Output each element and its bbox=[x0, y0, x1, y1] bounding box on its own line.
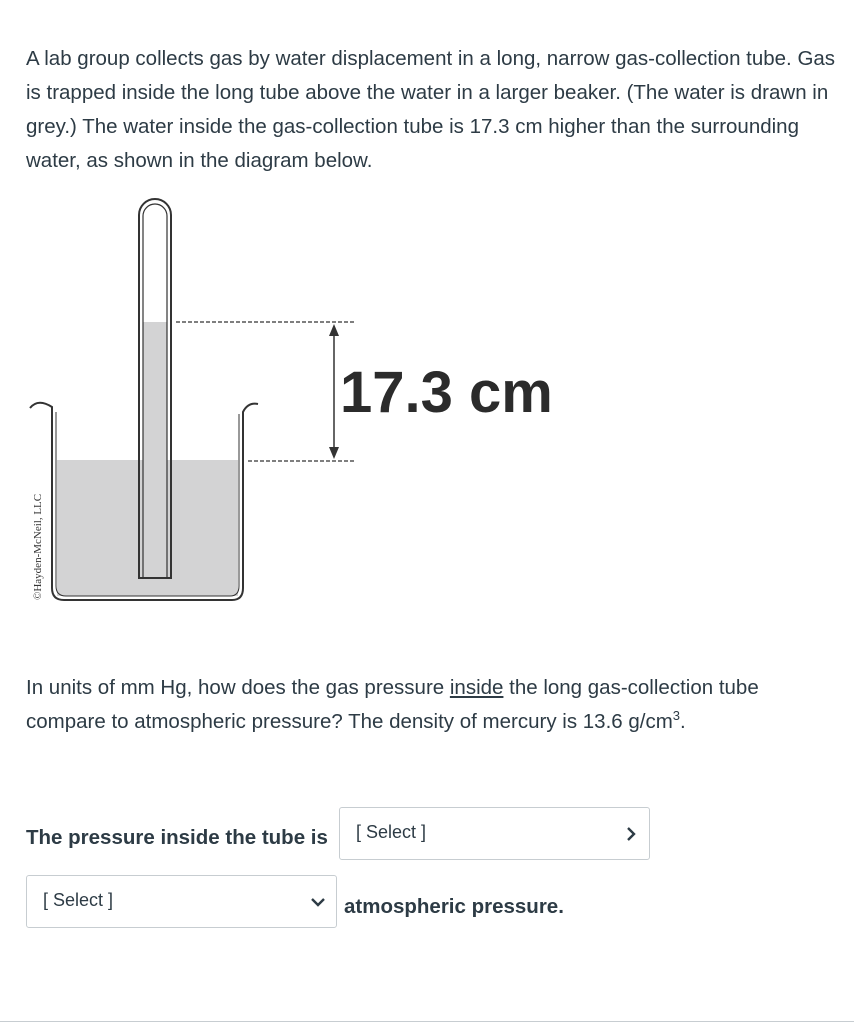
intro-paragraph: A lab group collects gas by water displacement in a long, narrow gas-collection tube. Gas is trapped inside the long tube above the water in a larger beaker. (The water is drawn in grey.) The water inside the gas-collection tube is 17.3 cm higher than the surrounding water, as shown in the diagram below. bbox=[26, 47, 836, 172]
answer-lead-text: The pressure inside the tube is bbox=[26, 826, 328, 849]
question-superscript: 3 bbox=[672, 708, 681, 724]
question-underlined-word: inside bbox=[449, 676, 504, 699]
tube-water-column bbox=[143, 322, 167, 578]
gas-collection-diagram bbox=[0, 190, 620, 610]
bottom-divider bbox=[0, 1021, 854, 1022]
question-paragraph bbox=[26, 671, 841, 739]
select-2-value: [ Select ] bbox=[43, 890, 114, 910]
question-text-part3: . bbox=[680, 710, 686, 733]
comparison-select-dropdown[interactable] bbox=[339, 807, 650, 860]
chevron-right-icon bbox=[623, 826, 639, 842]
copyright-label: ©Hayden-McNeil, LLC bbox=[32, 493, 44, 600]
height-arrow-down bbox=[329, 447, 339, 459]
measurement-label: 17.3 cm bbox=[340, 360, 553, 425]
answer-tail-text: atmospheric pressure. bbox=[344, 895, 564, 918]
height-arrow-up bbox=[329, 324, 339, 336]
question-text-part2: the long gas-collection tube compare to atmospheric pressure? The density of mercury is 13.6 g/cm bbox=[26, 676, 759, 733]
chevron-down-icon bbox=[310, 894, 326, 910]
question-text-part1: In units of mm Hg, how does the gas pressure bbox=[26, 676, 450, 699]
select-1-value: [ Select ] bbox=[356, 822, 427, 842]
pressure-amount-select-dropdown[interactable] bbox=[26, 875, 337, 928]
